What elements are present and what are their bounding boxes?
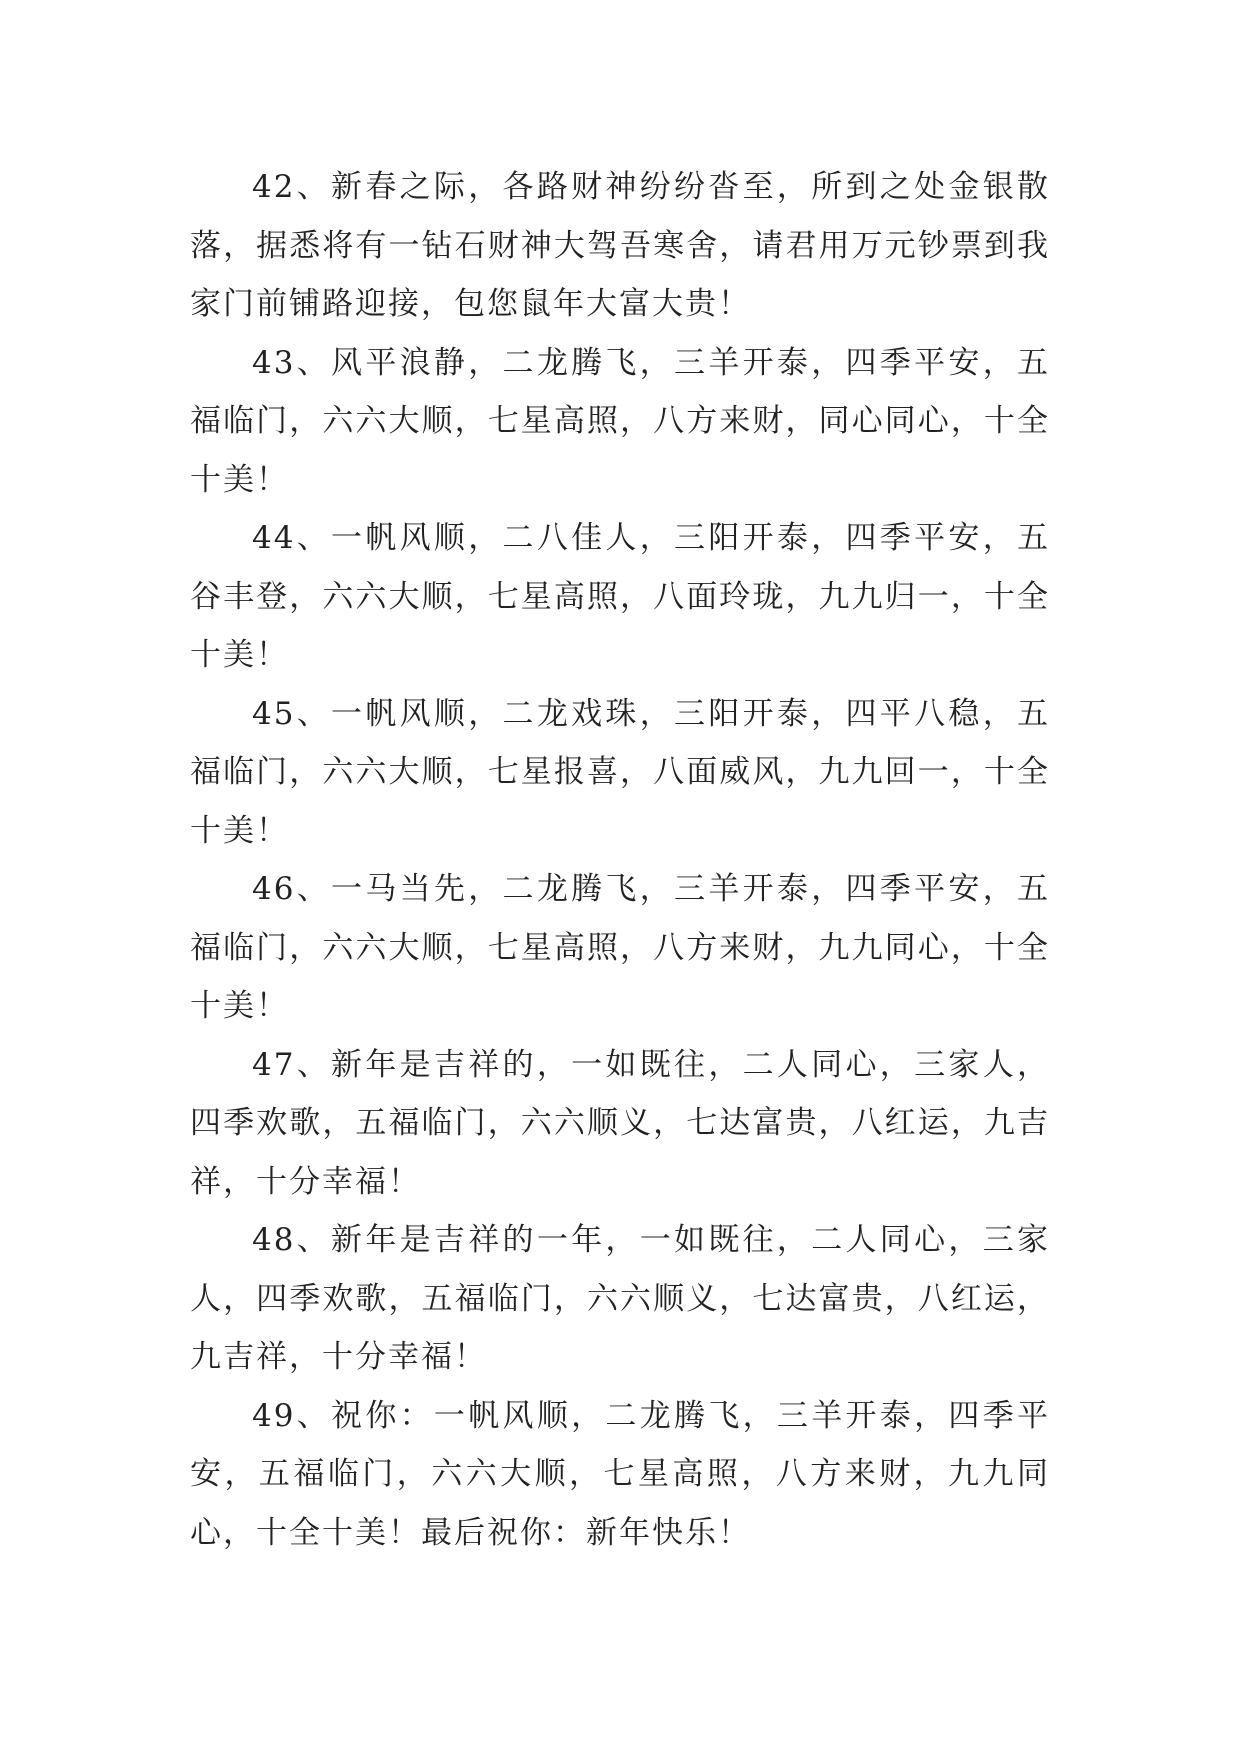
paragraph-45: 45、一帆风顺，二龙戏珠，三阳开泰，四平八稳，五福临门，六六大顺，七星报喜，八面威风，九九回一，十全十美！ [190, 695, 1050, 849]
paragraph-47: 47、新年是吉祥的，一如既往，二人同心，三家人，四季欢歌，五福临门，六六顺义，七达富贵，八红运，九吉祥，十分幸福！ [190, 1046, 1050, 1200]
paragraph-49: 49、祝你：一帆风顺，二龙腾飞，三羊开泰，四季平安，五福临门，六六大顺，七星高照，八方来财，九九同心，十全十美！最后祝你：新年快乐！ [190, 1397, 1050, 1551]
paragraph-44: 44、一帆风顺，二八佳人，三阳开泰，四季平安，五谷丰登，六六大顺，七星高照，八面玲珑，九九归一，十全十美！ [190, 520, 1050, 673]
paragraph-46: 46、一马当先，二龙腾飞，三羊开泰，四季平安，五福临门，六六大顺，七星高照，八方来财，九九同心，十全十美！ [190, 871, 1050, 1024]
paragraph-42: 42、新春之际，各路财神纷纷沓至，所到之处金银散落，据悉将有一钻石财神大驾吾寒舍，请君用万元钞票到我家门前铺路迎接，包您鼠年大富大贵！ [190, 169, 1050, 322]
paragraph-43: 43、风平浪静，二龙腾飞，三羊开泰，四季平安，五福临门，六六大顺，七星高照，八方来财，同心同心，十全十美！ [190, 344, 1050, 498]
document-body [190, 158, 1050, 1562]
paragraph-48: 48、新年是吉祥的一年，一如既往，二人同心，三家人，四季欢歌，五福临门，六六顺义，七达富贵，八红运，九吉祥，十分幸福！ [190, 1222, 1050, 1375]
